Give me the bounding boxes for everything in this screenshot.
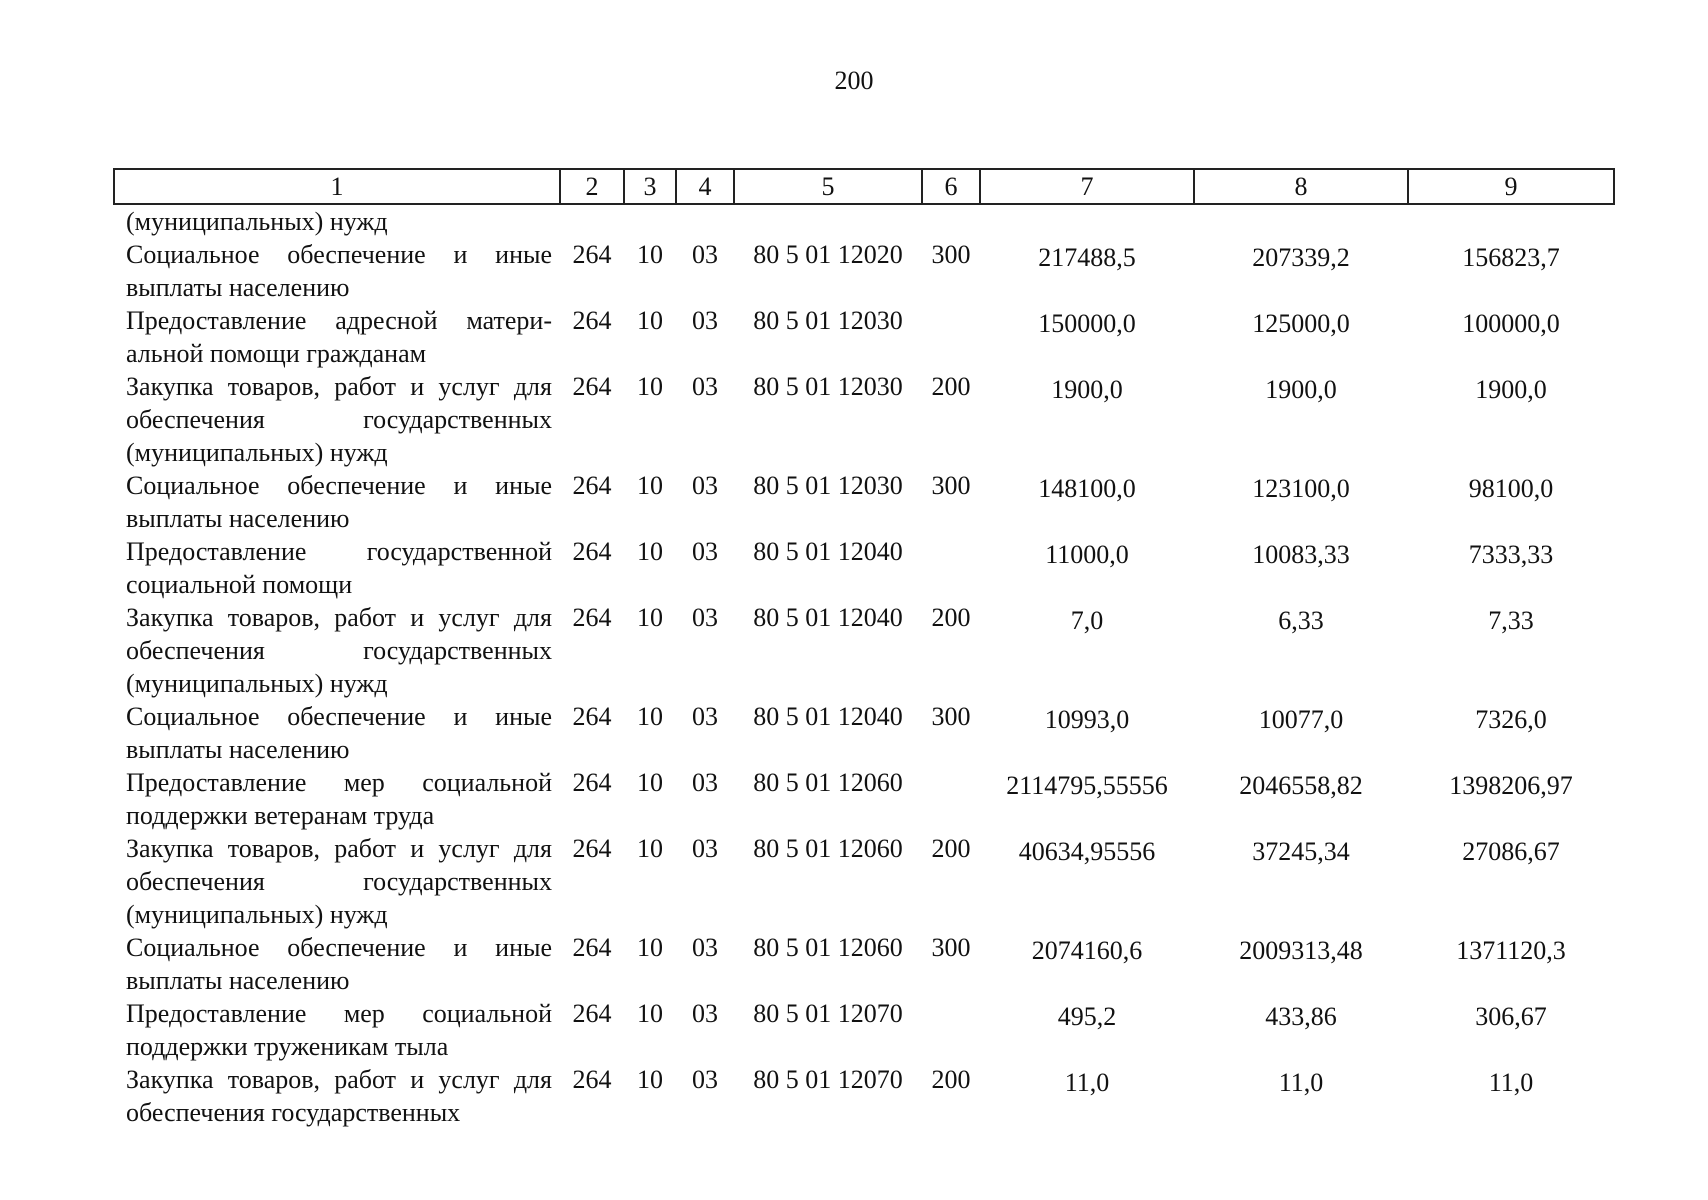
cell-col-4: 03: [692, 372, 718, 401]
cell-col-5: 80 5 01 12040: [753, 537, 903, 566]
cell-col-6: 200: [931, 1065, 971, 1094]
cell-col-2: 264: [572, 999, 612, 1028]
cell-col-3: 10: [637, 768, 663, 797]
cell-col-5: 80 5 01 12030: [753, 471, 903, 500]
cell-col-5: 80 5 01 12060: [753, 933, 903, 962]
row-description: Предоставление государственной социальной помощи: [126, 537, 552, 599]
cell-col-4: 03: [692, 537, 718, 566]
cell-col-7: 1900,0: [1051, 375, 1123, 404]
cell-col-2: 264: [572, 933, 612, 962]
table-row: [114, 535, 1614, 601]
cell-col-2: 264: [572, 471, 612, 500]
cell-col-6: 200: [931, 603, 971, 632]
cell-col-8: 10077,0: [1258, 705, 1344, 734]
cell-col-7: 40634,95556: [1018, 837, 1156, 866]
column-header-1: 1: [114, 169, 560, 204]
cell-col-8: 11,0: [1278, 1068, 1324, 1097]
cell-col-4: 03: [692, 306, 718, 335]
table-row: [114, 832, 1614, 931]
cell-col-8: 2046558,82: [1239, 771, 1363, 800]
cell-col-6: 300: [931, 702, 971, 731]
table-row: [114, 700, 1614, 766]
cell-col-3: 10: [637, 999, 663, 1028]
cell-col-2: 264: [572, 240, 612, 269]
cell-col-9: 7,33: [1488, 606, 1534, 635]
cell-col-2: 264: [572, 834, 612, 863]
row-description: Социальное обеспечение и иные выплаты населению: [126, 471, 552, 533]
column-header-6: 6: [922, 169, 980, 204]
column-header-7: 7: [980, 169, 1194, 204]
cell-col-5: 80 5 01 12020: [753, 240, 903, 269]
cell-col-8: 125000,0: [1252, 309, 1350, 338]
cell-col-2: 264: [572, 1065, 612, 1094]
cell-col-9: 27086,67: [1462, 837, 1560, 866]
cell-col-9: 306,67: [1475, 1002, 1547, 1031]
cell-col-4: 03: [692, 768, 718, 797]
cell-col-7: 495,2: [1057, 1002, 1117, 1031]
cell-col-3: 10: [637, 372, 663, 401]
row-description: Закупка товаров, работ и услуг для обеспечения государственных: [126, 1065, 552, 1127]
cell-col-8: 433,86: [1265, 1002, 1337, 1031]
table-row: [114, 469, 1614, 535]
cell-col-3: 10: [637, 306, 663, 335]
cell-col-3: 10: [637, 537, 663, 566]
cell-col-9: 98100,0: [1468, 474, 1554, 503]
column-header-3: 3: [624, 169, 676, 204]
table-row: [114, 997, 1614, 1063]
cell-col-3: 10: [637, 1065, 663, 1094]
cell-col-9: 1900,0: [1475, 375, 1547, 404]
column-header-8: 8: [1194, 169, 1408, 204]
cell-col-7: 11000,0: [1045, 540, 1129, 569]
cell-col-7: 217488,5: [1038, 243, 1136, 272]
row-description: Социальное обеспечение и иные выплаты населению: [126, 933, 552, 995]
row-description: Социальное обеспечение и иные выплаты населению: [126, 240, 552, 302]
cell-col-5: 80 5 01 12040: [753, 702, 903, 731]
row-description: Закупка товаров, работ и услуг для обеспечения государственных (муниципальных) нужд: [126, 372, 552, 467]
table-row: [114, 238, 1614, 304]
cell-col-7: 10993,0: [1044, 705, 1130, 734]
cell-col-5: 80 5 01 12070: [753, 999, 903, 1028]
cell-col-7: 2114795,55556: [1006, 771, 1168, 800]
cell-col-7: 11,0: [1064, 1068, 1110, 1097]
cell-col-6: [922, 997, 980, 1063]
row-description: Закупка товаров, работ и услуг для обеспечения государственных (муниципальных) нужд: [126, 603, 552, 698]
row-description: Предоставление мер социальной поддержки труженикам тыла: [126, 999, 552, 1061]
cell-col-6: [922, 535, 980, 601]
table-row: [114, 766, 1614, 832]
table-row: [114, 931, 1614, 997]
cell-col-6: 300: [931, 471, 971, 500]
cell-col-9: 156823,7: [1462, 243, 1560, 272]
cell-col-5: 80 5 01 12070: [753, 1065, 903, 1094]
cell-col-9: 11,0: [1488, 1068, 1534, 1097]
cell-col-4: 03: [692, 471, 718, 500]
table-row: [114, 601, 1614, 700]
row-description: Закупка товаров, работ и услуг для обеспечения государственных (муниципальных) нужд: [126, 834, 552, 929]
row-description: Предоставление мер социальной поддержки ветеранам труда: [126, 768, 552, 830]
table-row: [114, 304, 1614, 370]
row-description: Социальное обеспечение и иные выплаты населению: [126, 702, 552, 764]
row-description: Предоставление адресной матери-альной помощи гражданам: [126, 306, 552, 368]
cell-col-2: 264: [572, 537, 612, 566]
cell-col-7: 148100,0: [1038, 474, 1136, 503]
cell-col-7: 7,0: [1070, 606, 1104, 635]
cell-col-3: 10: [637, 933, 663, 962]
cell-col-2: 264: [572, 372, 612, 401]
table-header: [114, 169, 1614, 204]
cell-col-9: 1371120,3: [1456, 936, 1566, 965]
cell-col-8: 1900,0: [1265, 375, 1337, 404]
header-row: [114, 169, 1614, 204]
cell-col-7: 2074160,6: [1031, 936, 1143, 965]
cell-col-6: [922, 304, 980, 370]
table-row: [114, 370, 1614, 469]
cell-col-5: 80 5 01 12030: [753, 306, 903, 335]
cell-col-4: 03: [692, 702, 718, 731]
cell-col-4: 03: [692, 933, 718, 962]
cell-col-2: 264: [572, 603, 612, 632]
column-header-9: 9: [1408, 169, 1614, 204]
column-header-5: 5: [734, 169, 922, 204]
cell-col-6: 300: [931, 933, 971, 962]
cell-col-6: 300: [931, 240, 971, 269]
cell-col-9: 7333,33: [1468, 540, 1554, 569]
cell-col-8: 10083,33: [1252, 540, 1350, 569]
cell-col-4: 03: [692, 834, 718, 863]
cell-col-3: 10: [637, 834, 663, 863]
cell-col-6: [922, 766, 980, 832]
cell-col-8: 207339,2: [1252, 243, 1350, 272]
cell-col-3: 10: [637, 240, 663, 269]
cell-col-2: 264: [572, 702, 612, 731]
cell-col-5: 80 5 01 12040: [753, 603, 903, 632]
cell-col-6: 200: [931, 372, 971, 401]
cell-col-8: 2009313,48: [1239, 936, 1363, 965]
cell-col-8: 37245,34: [1252, 837, 1350, 866]
cell-col-3: 10: [637, 603, 663, 632]
cell-col-7: 150000,0: [1038, 309, 1136, 338]
cell-col-8: 123100,0: [1252, 474, 1350, 503]
cell-col-4: 03: [692, 999, 718, 1028]
cell-col-5: 80 5 01 12060: [753, 768, 903, 797]
cell-col-2: 264: [572, 306, 612, 335]
cell-col-5: 80 5 01 12060: [753, 834, 903, 863]
cell-col-2: 264: [572, 768, 612, 797]
cell-col-4: 03: [692, 240, 718, 269]
budget-table: [113, 168, 1615, 1129]
table-body: [114, 204, 1614, 1129]
cell-col-9: 7326,0: [1475, 705, 1547, 734]
continuation-text: (муниципальных) нужд: [126, 207, 388, 236]
column-header-2: 2: [560, 169, 624, 204]
cell-col-9: 1398206,97: [1449, 771, 1573, 800]
cell-col-4: 03: [692, 1065, 718, 1094]
cell-col-3: 10: [637, 471, 663, 500]
cell-col-9: 100000,0: [1462, 309, 1560, 338]
cell-col-6: 200: [931, 834, 971, 863]
cell-col-5: 80 5 01 12030: [753, 372, 903, 401]
table-row: [114, 1063, 1614, 1129]
column-header-4: 4: [676, 169, 734, 204]
cell-col-3: 10: [637, 702, 663, 731]
page-number: 200: [834, 66, 874, 95]
cell-col-4: 03: [692, 603, 718, 632]
continuation-row: [114, 204, 1614, 238]
cell-col-8: 6,33: [1278, 606, 1324, 635]
